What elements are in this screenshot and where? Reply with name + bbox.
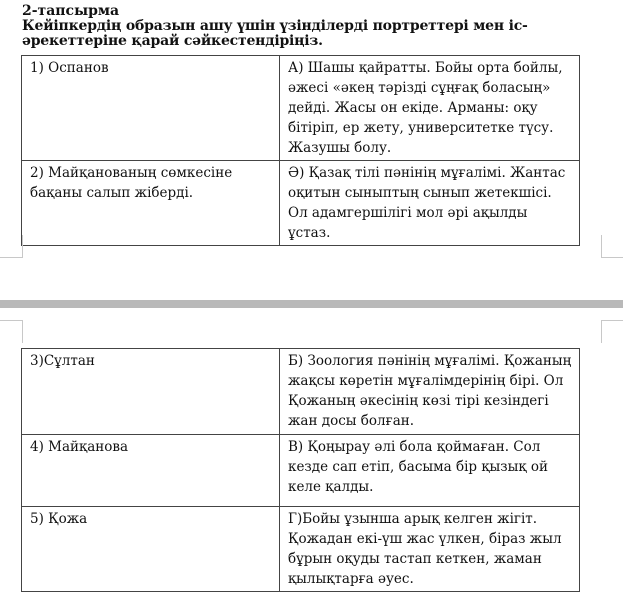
matching-table-page-1 <box>21 55 580 246</box>
description-cell: Г)Бойы ұзынша арық келген жігіт. Қожадан екі-үш жас үлкен, біраз жыл бұрын оқуды тастап кеткен, жаман қылықтарға әуес. <box>280 507 580 592</box>
task-heading <box>22 4 622 49</box>
description-cell: Б) Зоология пәнінің мұғалімі. Қожаның жақсы көретін мұғалімдерінің бірі. Ол Қожаның әкесінің көзі тірі кезіндегі жан досы болған. <box>280 349 580 435</box>
table-row <box>22 435 580 507</box>
description-cell: Ә) Қазақ тілі пәнінің мұғалімі. Жантас оқитын сыныптың сынып жетекшісі. Ол адамгершілігі мол әрі ақылды ұстаз. <box>280 161 580 246</box>
character-cell: 5) Қожа <box>22 507 280 592</box>
character-cell: 4) Майқанова <box>22 435 280 507</box>
page-crop-mark <box>601 320 623 343</box>
character-cell: 1) Оспанов <box>22 56 280 161</box>
task-instruction: Кейіпкердің образын ашу үшін үзінділерді портреттері мен іс-әрекеттеріне қарай сәйкестендіріңіз. <box>22 18 528 49</box>
table-row <box>22 56 580 161</box>
description-cell: В) Қоңырау әлі бола қоймаған. Сол кезде сап етіп, басыма бір қызық ой келе қалды. <box>280 435 580 507</box>
task-number: 2-тапсырма <box>22 3 120 19</box>
character-cell: 2) Майқанованың сөмкесіне бақаны салып жіберді. <box>22 161 280 246</box>
page-break-separator <box>0 300 623 308</box>
page-crop-mark <box>0 235 23 258</box>
page-crop-mark <box>601 235 623 258</box>
description-cell: А) Шашы қайратты. Бойы орта бойлы, әжесі «әкең тәрізді сұңғақ боласың» дейді. Жасы он екіде. Арманы: оқу бітіріп, ер жету, университетке түсу. Жазушы болу. <box>280 56 580 161</box>
table-row <box>22 507 580 592</box>
table-row <box>22 349 580 435</box>
table-row <box>22 161 580 246</box>
matching-table-page-2 <box>21 348 580 592</box>
page-crop-mark <box>0 320 23 343</box>
character-cell: 3)Сұлтан <box>22 349 280 435</box>
